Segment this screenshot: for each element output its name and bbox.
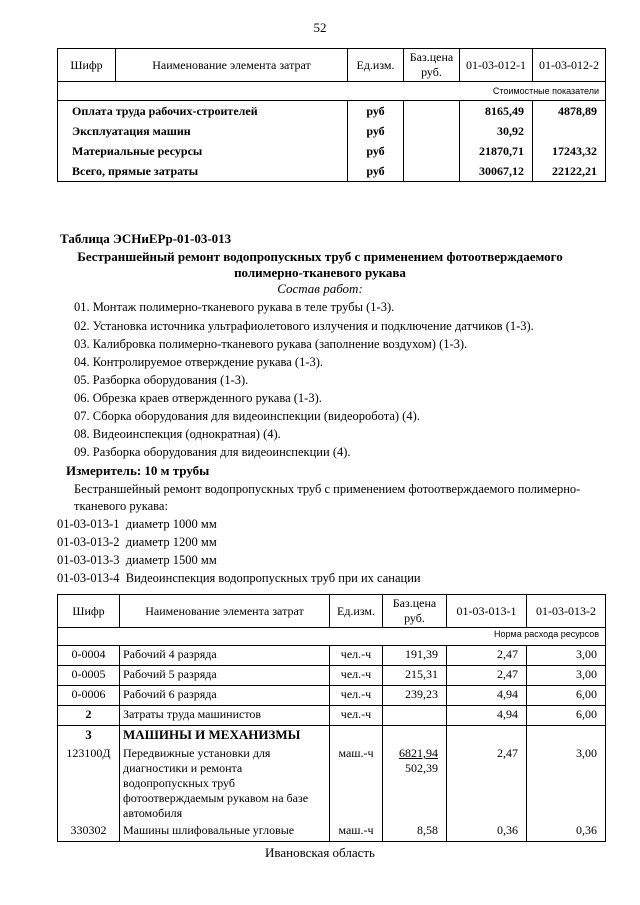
header-code: Шифр [58, 595, 120, 628]
subheader-text: Стоимостные показатели [58, 82, 606, 101]
row-name: Рабочий 6 разряда [120, 686, 330, 706]
row-price: 239,23 [383, 686, 447, 706]
section-title-line1: Бестраншейный ремонт водопропускных труб с применением фотоотверждаемого [77, 249, 563, 264]
row-name: Материальные ресурсы [58, 141, 348, 161]
row-c1: 8165,49 [460, 101, 533, 122]
header-unit: Ед.изм. [348, 49, 404, 82]
row-unit: чел.-ч [330, 666, 383, 686]
row-c2 [533, 121, 606, 141]
code-text: диаметр 1500 мм [125, 553, 217, 567]
page-number: 52 [313, 20, 327, 35]
row-code: 0-0006 [58, 686, 120, 706]
table-row [58, 161, 606, 182]
header-col2: 01-03-013-2 [527, 595, 606, 628]
row-price [383, 706, 447, 726]
row-c1 [447, 726, 527, 746]
work-item: 02. Установка источника ультрафиолетового излучения и подключение датчиков (1-3). [74, 319, 534, 333]
row-name: Машины шлифовальные угловые [120, 822, 330, 842]
header-code: Шифр [58, 49, 116, 82]
row-name: Затраты труда машинистов [120, 706, 330, 726]
work-item: 04. Контролируемое отверждение рукава (1-3). [74, 355, 324, 369]
row-code: 330302 [58, 822, 120, 842]
row-c2: 3,00 [527, 646, 606, 666]
row-name: Передвижные установки для диагностики и ремонта водопропускных труб фотоотверждаемым рукавом на базе автомобиля [120, 745, 330, 822]
section-title-line2: полимерно-тканевого рукава [234, 265, 406, 280]
row-code: 0-0004 [58, 646, 120, 666]
description-line2: тканевого рукава: [74, 499, 168, 513]
row-c2: 22122,21 [533, 161, 606, 182]
measure-unit: Измеритель: 10 м трубы [66, 463, 210, 478]
row-price [383, 726, 447, 746]
row-unit: руб [348, 101, 404, 122]
code-item [57, 535, 217, 550]
work-item: 09. Разборка оборудования для видеоинспекции (4). [74, 445, 351, 459]
table-row [58, 101, 606, 122]
table-header-row [58, 595, 606, 628]
subheader-text: Норма расхода ресурсов [58, 628, 606, 646]
subheader-row [58, 82, 606, 101]
row-unit: маш.-ч [330, 745, 383, 822]
row-c1: 0,36 [447, 822, 527, 842]
work-item: 08. Видеоинспекция (однократная) (4). [74, 427, 281, 441]
table-row [58, 666, 606, 686]
row-price [383, 745, 447, 822]
work-item: 06. Обрезка краев отвержденного рукава (1-3). [74, 391, 322, 405]
row-unit: чел.-ч [330, 646, 383, 666]
row-c1: 21870,71 [460, 141, 533, 161]
row-c1: 2,47 [447, 646, 527, 666]
work-item: 07. Сборка оборудования для видеоинспекции (видеоробота) (4). [74, 409, 420, 423]
row-c2: 3,00 [527, 666, 606, 686]
row-name: МАШИНЫ И МЕХАНИЗМЫ [120, 726, 330, 746]
header-name: Наименование элемента затрат [116, 49, 348, 82]
code-number: 01-03-013-2 [57, 535, 120, 549]
table-row [58, 706, 606, 726]
code-text: диаметр 1000 мм [125, 517, 217, 531]
row-unit: руб [348, 141, 404, 161]
row-unit: руб [348, 161, 404, 182]
work-item: 03. Калибровка полимерно-тканевого рукава (заполнение воздухом) (1-3). [74, 337, 468, 351]
row-name: Оплата труда рабочих-строителей [58, 101, 348, 122]
code-number: 01-03-013-1 [57, 517, 120, 531]
price-value-2: 502,39 [405, 761, 438, 775]
row-code: 123100Д [58, 745, 120, 822]
row-code: 2 [58, 706, 120, 726]
row-code: 0-0005 [58, 666, 120, 686]
row-price [404, 161, 460, 182]
row-unit [330, 726, 383, 746]
table-label: Таблица ЭСНиЕРр-01-03-013 [60, 231, 232, 246]
work-item: 01. Монтаж полимерно-тканевого рукава в теле трубы (1-3). [74, 300, 395, 314]
table-row [58, 745, 606, 822]
resource-table-013 [57, 594, 606, 842]
code-item [57, 571, 421, 586]
row-price [404, 121, 460, 141]
table-row [58, 822, 606, 842]
section-row [58, 726, 606, 746]
row-name: Рабочий 5 разряда [120, 666, 330, 686]
footer-region: Ивановская область [265, 845, 375, 860]
row-c1: 2,47 [447, 666, 527, 686]
table-row [58, 141, 606, 161]
row-c2 [527, 726, 606, 746]
row-price: 191,39 [383, 646, 447, 666]
header-unit: Ед.изм. [330, 595, 383, 628]
cost-table-012 [57, 48, 606, 182]
table-row [58, 121, 606, 141]
row-price: 215,31 [383, 666, 447, 686]
header-price: Баз.цена руб. [383, 595, 447, 628]
row-price: 8,58 [383, 822, 447, 842]
row-name: Рабочий 4 разряда [120, 646, 330, 666]
row-name: Эксплуатация машин [58, 121, 348, 141]
table-row [58, 686, 606, 706]
code-item [57, 517, 217, 532]
code-number: 01-03-013-4 [57, 571, 120, 585]
works-heading: Состав работ: [277, 281, 363, 296]
subheader-row [58, 628, 606, 646]
row-c1: 4,94 [447, 706, 527, 726]
row-code: 3 [58, 726, 120, 746]
row-unit: руб [348, 121, 404, 141]
header-name: Наименование элемента затрат [120, 595, 330, 628]
row-c1: 30,92 [460, 121, 533, 141]
code-number: 01-03-013-3 [57, 553, 120, 567]
row-c2: 17243,32 [533, 141, 606, 161]
header-col1: 01-03-012-1 [460, 49, 533, 82]
row-c2: 6,00 [527, 686, 606, 706]
row-unit: чел.-ч [330, 686, 383, 706]
code-text: диаметр 1200 мм [125, 535, 217, 549]
header-col1: 01-03-013-1 [447, 595, 527, 628]
row-c2: 0,36 [527, 822, 606, 842]
description-line1: Бестраншейный ремонт водопропускных труб с применением фотоотверждаемого полимерно- [74, 482, 581, 496]
row-c1: 4,94 [447, 686, 527, 706]
row-c1: 30067,12 [460, 161, 533, 182]
header-col2: 01-03-012-2 [533, 49, 606, 82]
row-c2: 6,00 [527, 706, 606, 726]
row-c2: 3,00 [527, 745, 606, 822]
price-value: 6821,94 [399, 746, 438, 760]
row-c1: 2,47 [447, 745, 527, 822]
header-price: Баз.цена руб. [404, 49, 460, 82]
row-unit: чел.-ч [330, 706, 383, 726]
row-name: Всего, прямые затраты [58, 161, 348, 182]
table-header-row [58, 49, 606, 82]
code-text: Видеоинспекция водопропускных труб при их санации [125, 571, 421, 585]
row-c2: 4878,89 [533, 101, 606, 122]
row-price [404, 141, 460, 161]
table-row [58, 646, 606, 666]
row-unit: маш.-ч [330, 822, 383, 842]
row-price [404, 101, 460, 122]
code-item [57, 553, 217, 568]
work-item: 05. Разборка оборудования (1-3). [74, 373, 249, 387]
